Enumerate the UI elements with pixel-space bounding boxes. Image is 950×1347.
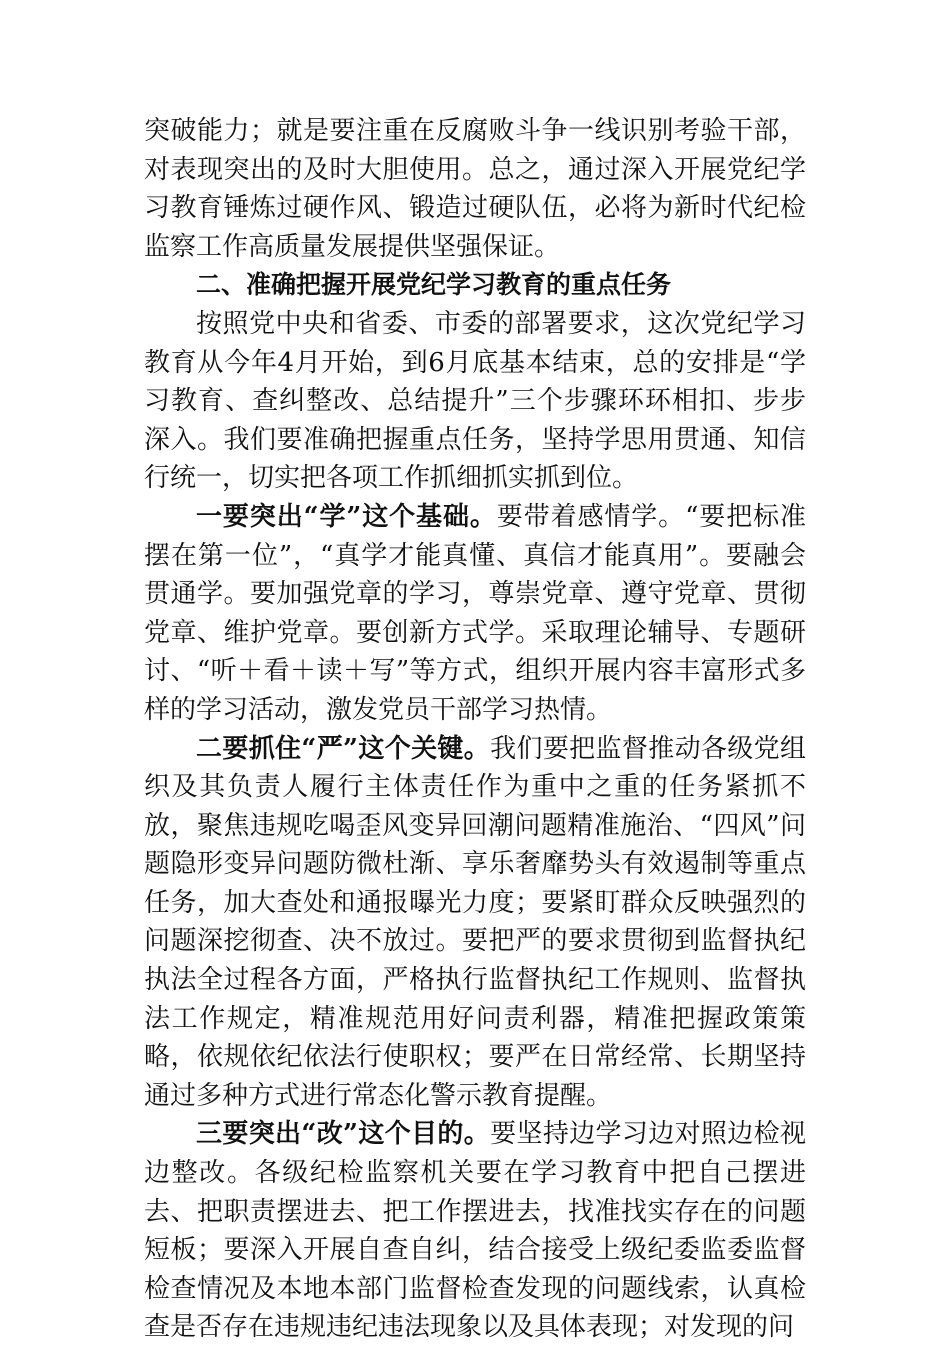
paragraph-lead: 二要抓住“严”这个关键。 bbox=[196, 733, 491, 764]
paragraph-task-study bbox=[144, 498, 806, 730]
paragraph-task-reform bbox=[144, 1115, 806, 1347]
paragraph-text: 我们要把监督推动各级党组织及其负责人履行主体责任作为重中之重的任务紧抓不放，聚焦违规吃喝歪风变异回潮问题精准施治、“四风”问题隐形变异问题防微杜渐、享乐奢靡势头有效遏制等重点任务，加大查处和通报曝光力度；要紧盯群众反映强烈的问题深挖彻查、决不放过。要把严的要求贯彻到监督执纪执法全过程各方面，严格执行监督执纪工作规则、监督执法工作规定，精准规范用好问责利器，精准把握政策策略，依规依纪依法行使职权；要严在日常经常、长期坚持通过多种方式进行常态化警示教育提醒。 bbox=[144, 733, 806, 1111]
section-heading bbox=[144, 266, 806, 305]
paragraph-text: 要坚持边学习边对照边检视边整改。各级纪检监察机关要在学习教育中把自己摆进去、把职责摆进去、把工作摆进去，找准找实存在的问题短板；要深入开展自查自纠，结合接受上级纪委监委监督检查情况及本地本部门监督检查发现的问题线索，认真检查是否存在违规违纪违法现象以及具体表现；对发现的问 bbox=[144, 1119, 806, 1343]
paragraph-lead: 三要突出“改”这个目的。 bbox=[196, 1119, 491, 1150]
paragraph-text: 要带着感情学。“要把标准摆在第一位”，“真学才能真懂、真信才能真用”。要融会贯通学。要加强党章的学习，尊崇党章、遵守党章、贯彻党章、维护党章。要创新方式学。采取理论辅导、专题研讨、“听＋看＋读＋写”等方式，组织开展内容丰富形式多样的学习活动，激发党员干部学习热情。 bbox=[144, 501, 806, 725]
document-body bbox=[144, 112, 806, 1347]
section-heading-text: 二、准确把握开展党纪学习教育的重点任务 bbox=[196, 270, 672, 300]
paragraph-task-strict bbox=[144, 730, 806, 1116]
paragraph-lead: 一要突出“学”这个基础。 bbox=[196, 501, 497, 532]
paragraph-continuation bbox=[144, 112, 806, 266]
paragraph-intro bbox=[144, 305, 806, 498]
paragraph-text: 按照党中央和省委、市委的部署要求，这次党纪学习教育从今年4月开始，到6月底基本结束，总的安排是“学习教育、查纠整改、总结提升”三个步骤环环相扣、步步深入。我们要准确把握重点任务，坚持学思用贯通、知信行统一，切实把各项工作抓细抓实抓到位。 bbox=[144, 308, 806, 494]
paragraph-text: 突破能力；就是要注重在反腐败斗争一线识别考验干部，对表现突出的及时大胆使用。总之，通过深入开展党纪学习教育锤炼过硬作风、锻造过硬队伍，必将为新时代纪检监察工作高质量发展提供坚强保证。 bbox=[144, 116, 806, 262]
